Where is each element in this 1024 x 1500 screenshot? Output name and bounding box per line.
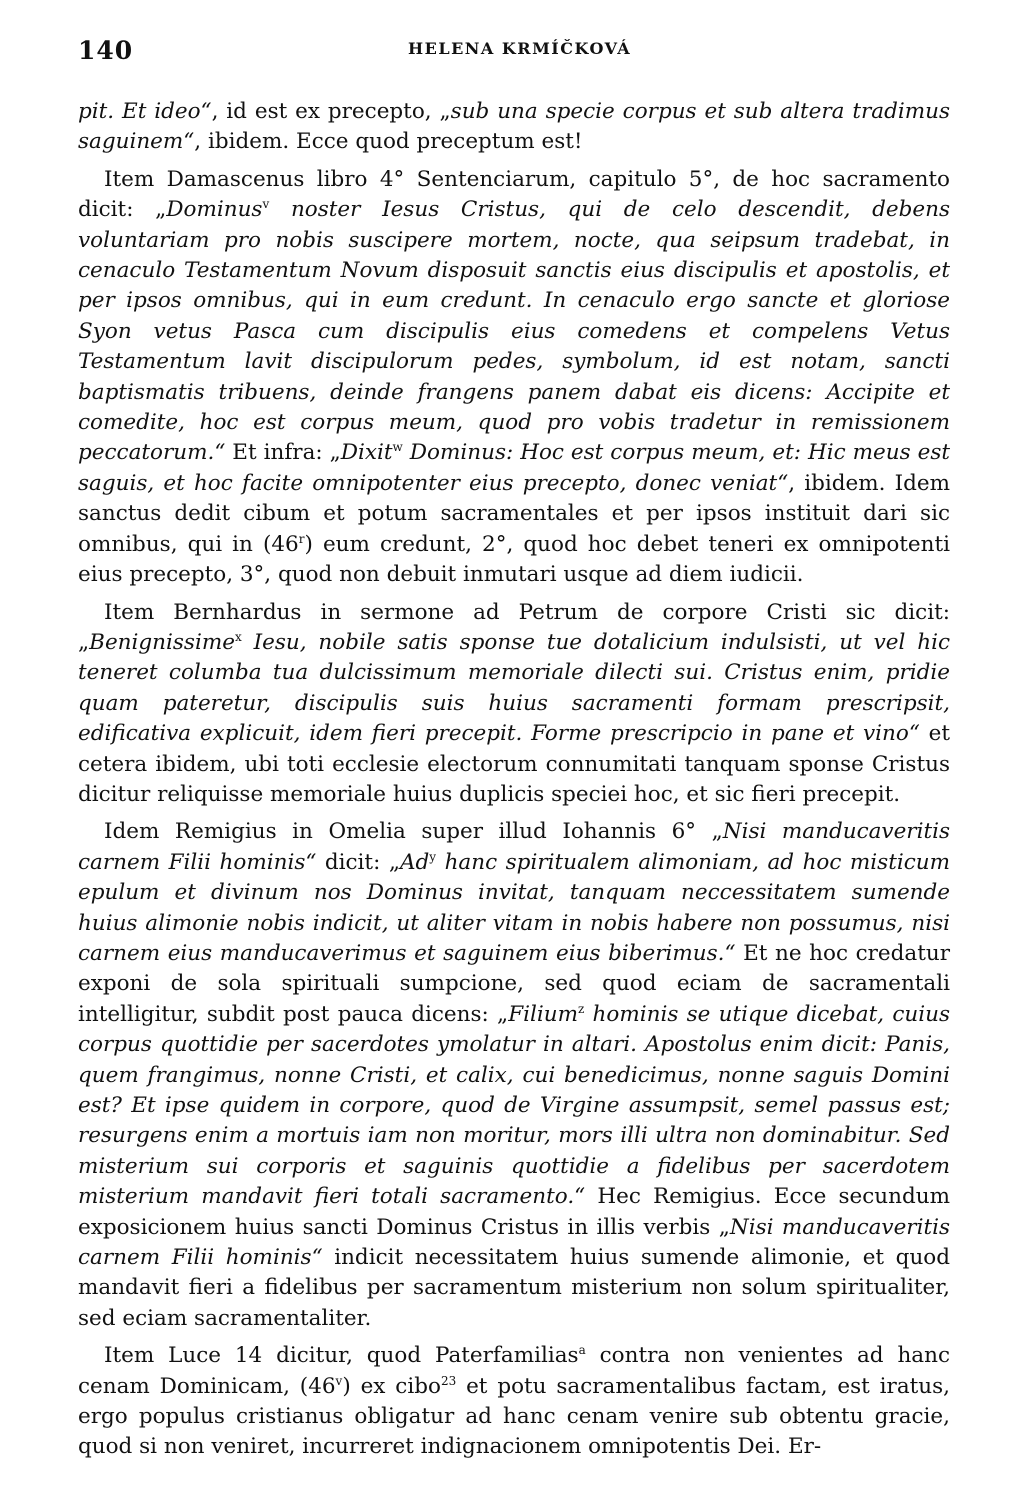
footnote-marker: a: [578, 1343, 586, 1358]
quoted-text: hanc spiritualem alimoniam, ad hoc misticum epulum et divinum nos Dominus invitat, tanquam neccessitatem sumende huius alimonie nobis indicit, ut aliter vitam in nobis habere non possumus, nisi carnem eius manducaverimus et saguinem eius biberimus.“: [78, 849, 951, 966]
quoted-text: hominis se utique dicebat, cuius corpus quottidie per sacerdotes ymolatur in altari. Apostolus enim dicit: Panis, quem frangimus, nonne Cristi, et calix, cui benedicimus, nonne saguis Domini est? Et ipse quidem in corpore, quod de Virgine assumpsit, semel passus est; resurgens enim a mortuis iam non moritur, mors illi ultra non dominabitur. Sed misterium sui corporis et saguinis quottidie a fidelibus per sacerdotem misterium mandavit fieri totali sacramento.“: [78, 1001, 950, 1210]
quoted-text: Dixit: [340, 440, 393, 466]
text-run: Item Bernhardus in sermone ad Petrum de corpore Cristi sic dicit: „: [78, 599, 950, 655]
paragraph: [78, 165, 950, 591]
body-text: [78, 97, 950, 1463]
page-header: [78, 30, 948, 66]
running-head: HELENA KRMÍČKOVÁ: [408, 39, 632, 58]
footnote-marker: 23: [440, 1373, 457, 1388]
text-run: Hec Remigius. Ecce secundum exposicionem huius sancti Dominus Cristus in illis verbis „: [78, 1184, 951, 1240]
text-run: indicit necessitatem huius sumende alimonie, et quod mandavit fieri a fidelibus per sacramentum misterium non solum spiritualiter, sed eciam sacramentaliter.: [78, 1245, 950, 1331]
footnote-marker: z: [577, 1001, 585, 1016]
text-run: Item Luce 14 dicitur, quod Paterfamilias: [104, 1343, 579, 1369]
footnote-marker: x: [234, 629, 242, 644]
text-run: ) eum credunt, 2°, quod hoc debet teneri ex omnipotenti eius precepto, 3°, quod non debuit inmutari usque ad diem iudicii.: [78, 531, 950, 588]
quoted-text: Nisi manducaveritis carnem Filii hominis“: [78, 819, 951, 875]
text-run: et potu sacramentalibus factam, est iratus, ergo populus cristianus obligatur ad hanc cenam venire sub obtentu gracie, quod si non veniret, incurreret indignacionem omnipotentis Dei. Er-: [78, 1373, 950, 1460]
footnote-marker: y: [429, 849, 437, 864]
text-run: Item Damascenus libro 4° Sentenciarum, capitulo 5°, de hoc sacramento dicit: „: [78, 166, 950, 223]
text-run: Et infra: „: [225, 440, 341, 466]
text-run: , ibidem. Ecce quod preceptum est!: [194, 129, 583, 155]
page-number: 140: [78, 36, 134, 65]
quoted-text: pit. Et ideo“: [78, 99, 212, 124]
quoted-text: sub una specie corpus et sub altera tradimus saguinem“: [78, 99, 950, 155]
footnote-marker: v: [262, 197, 270, 212]
footnote-marker: v: [335, 1373, 343, 1388]
quoted-text: Ad: [399, 849, 430, 875]
footnote-marker: r: [298, 531, 305, 546]
footnote-marker: w: [392, 440, 403, 455]
quoted-text: Dominus: [166, 197, 263, 223]
text-run: , id est ex precepto, „: [211, 99, 451, 124]
text-run: contra non venientes ad hanc cenam Dominicam, (46: [78, 1343, 951, 1399]
quoted-text: Iesu, nobile satis sponse tue dotalicium indulsisti, ut vel hic teneret columba tua dulcissimum memoriale dilecti sui. Cristus enim, pridie quam pateretur, discipulis suis huius sacramenti formam prescripsit, edificativa explicuit, idem fieri precepit. Forme prescripcio in pane et vino“: [78, 629, 950, 747]
paragraph: [78, 817, 950, 1334]
quoted-text: Benignissime: [89, 629, 235, 655]
text-run: ) ex cibo: [342, 1373, 441, 1399]
text-run: Et ne hoc credatur exponi de sola spirituali sumpcione, sed quod eciam de sacramentali intelligitur, subdit post pauca dicens: „: [78, 940, 950, 1027]
text-run: , ibidem. Idem sanctus dedit cibum et potum sacramentales et per ipsos instituit dari sic omnibus, qui in (46: [78, 470, 951, 557]
text-run: et cetera ibidem, ubi toti ecclesie electorum connumitati tanquam sponse Cristus dicitur reliquisse memoriale huius duplicis speciei hoc, et sic fieri precepit.: [78, 721, 950, 807]
quoted-text: Filium: [508, 1001, 578, 1027]
text-run: Idem Remigius in Omelia super illud Iohannis 6° „: [104, 819, 723, 845]
paragraph: [78, 97, 950, 158]
quoted-text: Nisi manducaveritis carnem Filii hominis“: [78, 1214, 951, 1271]
paragraph: [78, 598, 950, 811]
quoted-text: Dominus: Hoc est corpus meum, et: Hic meus est saguis, et hoc facite omnipotenter eius precepto, donec veniat“: [78, 440, 950, 496]
text-run: dicit: „: [316, 849, 400, 875]
quoted-text: noster Iesus Cristus, qui de celo descendit, debens voluntariam pro nobis suscipere mortem, nocte, qua seipsum tradebat, in cenaculo Testamentum Novum disposuit sanctis eius discipulis et apostolis, et per ipsos omnibus, qui in eum credunt. In cenaculo ergo sancte et gloriose Syon vetus Pasca cum discipulis eius comedens et compelens Vetus Testamentum lavit discipulorum pedes, symbolum, id est notam, sancti baptismatis tribuens, deinde frangens panem dabat eis dicens: Accipite et comedite, hoc est corpus meum, quod pro vobis tradetur in remissionem peccatorum.“: [78, 197, 951, 466]
paragraph: [78, 1341, 950, 1463]
